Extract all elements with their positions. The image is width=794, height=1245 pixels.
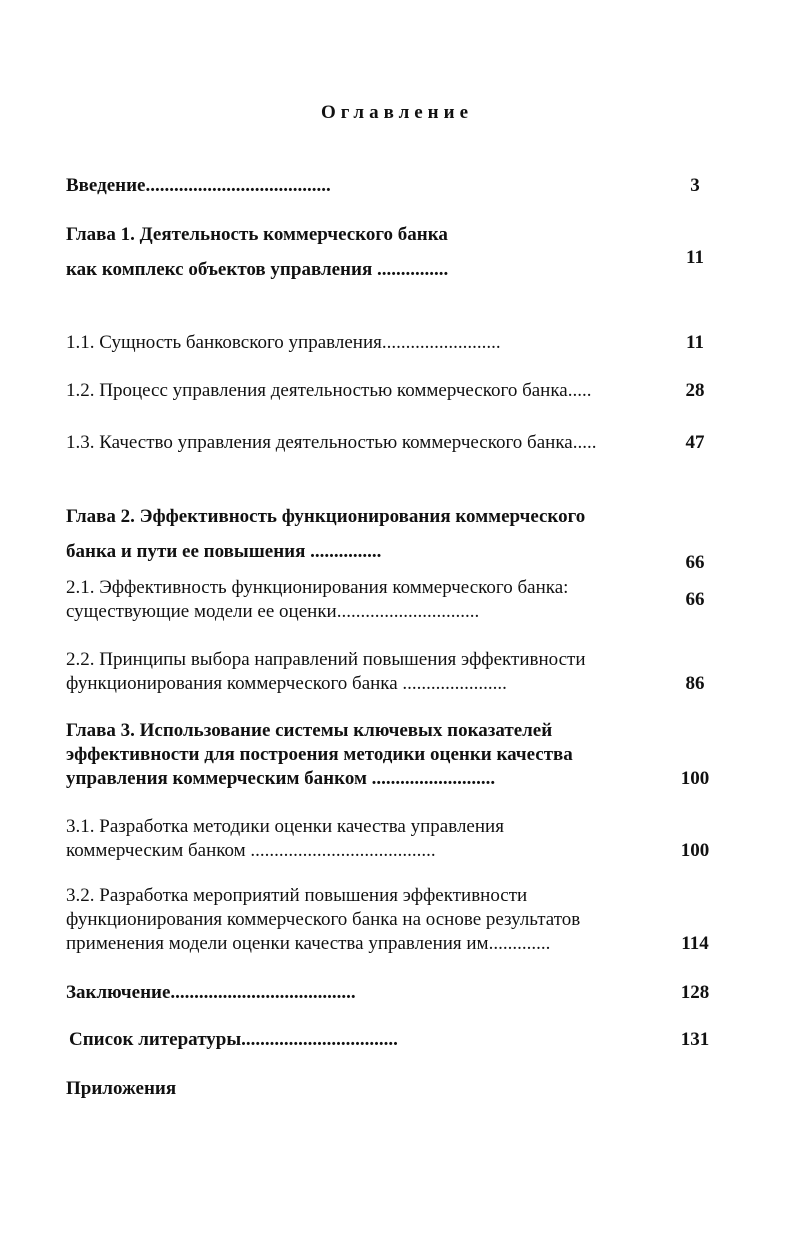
toc-page-number: 100 — [680, 840, 710, 861]
toc-page-number: 11 — [686, 247, 704, 268]
toc-entry-text: функционирования коммерческого банка на основе результатов — [66, 909, 581, 930]
toc-page-number: 66 — [685, 589, 705, 610]
toc-entry-text: Глава 1. Деятельность коммерческого банка — [66, 224, 448, 245]
toc-page-number: 86 — [685, 673, 705, 694]
toc-page-number: 11 — [686, 332, 704, 353]
toc-page-number: 66 — [685, 552, 705, 573]
toc-entry-text: 2.2. Принципы выбора направлений повышения эффективности — [66, 649, 586, 670]
toc-entry-text: применения модели оценки качества управления им............. — [66, 933, 551, 954]
toc-entry-text: 2.1. Эффективность функционирования коммерческого банка: — [66, 577, 569, 598]
toc-entry-text: 1.1. Сущность банковского управления......................... — [66, 332, 501, 353]
toc-entry-text: управления коммерческим банком .......................... — [66, 768, 496, 789]
toc-page-number: 28 — [685, 380, 705, 401]
toc-entry-text: Глава 2. Эффективность функционирования коммерческого — [66, 506, 586, 527]
toc-entry-text: эффективности для построения методики оценки качества — [66, 744, 573, 765]
toc-entry-text: Приложения — [66, 1078, 177, 1099]
toc-entry-text: Глава 3. Использование системы ключевых показателей — [66, 720, 553, 741]
page-title: Оглавление — [320, 102, 474, 123]
toc-entry-text: Заключение....................................... — [66, 982, 356, 1003]
toc-page-number: 3 — [690, 175, 700, 196]
toc-entry-text: 1.2. Процесс управления деятельностью коммерческого банка..... — [66, 380, 592, 401]
toc-entry-text: 1.3. Качество управления деятельностью коммерческого банка..... — [66, 432, 597, 453]
toc-entry-text: как комплекс объектов управления ............... — [66, 259, 449, 280]
toc-page-number: 100 — [680, 768, 710, 789]
toc-page-number: 128 — [680, 982, 710, 1003]
toc-page-number: 47 — [685, 432, 705, 453]
toc-entry-text: 3.2. Разработка мероприятий повышения эффективности — [66, 885, 528, 906]
toc-entry-text: коммерческим банком ....................................... — [66, 840, 436, 861]
toc-entry-text: функционирования коммерческого банка ...................... — [66, 673, 507, 694]
toc-entry-text: существующие модели ее оценки.............................. — [66, 601, 480, 622]
toc-entry-text: 3.1. Разработка методики оценки качества управления — [66, 816, 504, 837]
toc-page-number: 131 — [680, 1029, 710, 1050]
toc-page-number: 114 — [681, 933, 709, 954]
toc-entry-text: Введение....................................... — [66, 175, 331, 196]
toc-entry-text: Список литературы................................. — [69, 1029, 398, 1050]
toc-entry-text: банка и пути ее повышения ............... — [66, 541, 382, 562]
